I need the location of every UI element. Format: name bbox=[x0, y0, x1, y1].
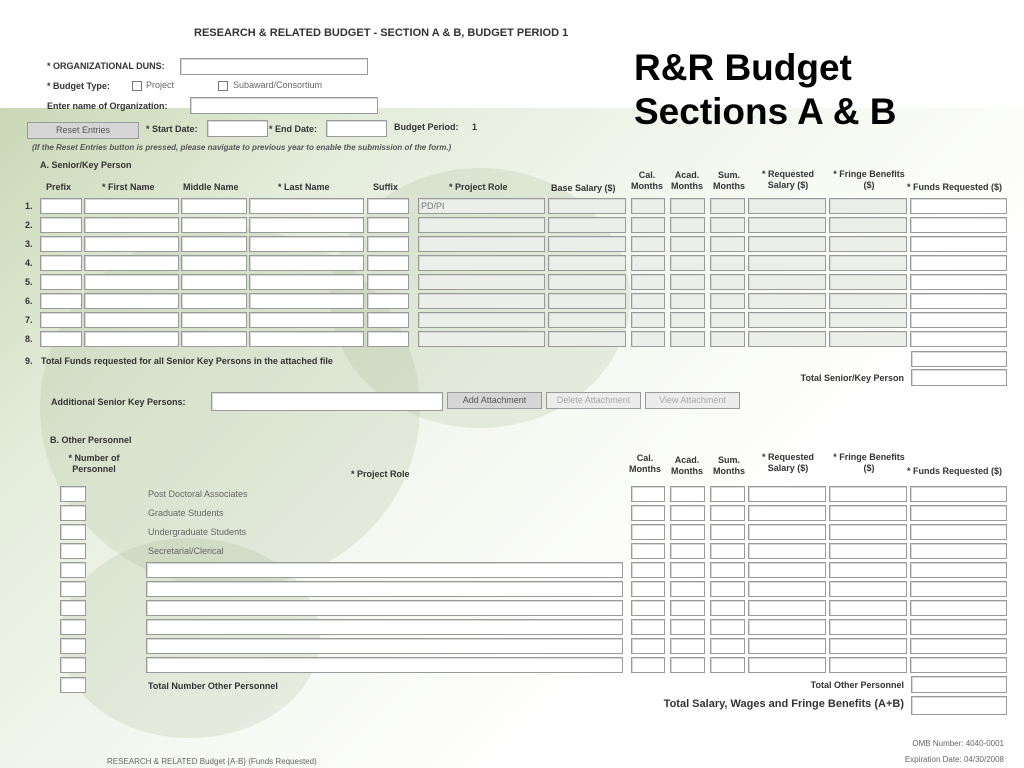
header-b-sum-months: Sum. Months bbox=[713, 455, 745, 476]
last-name-input[interactable] bbox=[249, 293, 364, 309]
base-salary-input[interactable] bbox=[548, 274, 626, 290]
sum-months-input[interactable] bbox=[710, 331, 745, 347]
requested-salary-input[interactable] bbox=[748, 274, 826, 290]
fringe-benefits-input[interactable] bbox=[829, 619, 907, 635]
personnel-count-input[interactable] bbox=[60, 600, 86, 616]
project-role-input[interactable] bbox=[418, 255, 545, 271]
row-number: 2. bbox=[25, 220, 33, 230]
acad-months-input[interactable] bbox=[670, 524, 705, 540]
personnel-role-label: Post Doctoral Associates bbox=[148, 489, 248, 499]
funds-requested-input[interactable] bbox=[910, 657, 1007, 673]
project-label: Project bbox=[146, 80, 175, 90]
requested-salary-input[interactable] bbox=[748, 657, 826, 673]
base-salary-input[interactable] bbox=[548, 198, 626, 214]
sum-months-input[interactable] bbox=[710, 255, 745, 271]
cal-months-input[interactable] bbox=[631, 505, 665, 521]
reset-entries-button[interactable]: Reset Entries bbox=[27, 122, 139, 139]
grand-total-input[interactable] bbox=[911, 696, 1007, 715]
personnel-count-input[interactable] bbox=[60, 543, 86, 559]
personnel-count-input[interactable] bbox=[60, 638, 86, 654]
prefix-input[interactable] bbox=[40, 293, 82, 309]
acad-months-input[interactable] bbox=[670, 274, 705, 290]
budget-period-value: 1 bbox=[472, 122, 478, 132]
header-acad-months: Acad. Months bbox=[671, 170, 703, 191]
prefix-input[interactable] bbox=[40, 255, 82, 271]
personnel-role-label: Graduate Students bbox=[148, 508, 224, 518]
middle-name-input[interactable] bbox=[181, 198, 247, 214]
header-b-acad-months: Acad. Months bbox=[671, 455, 703, 476]
total-attached-label: Total Funds requested for all Senior Key Persons in the attached file bbox=[41, 356, 333, 366]
personnel-count-input[interactable] bbox=[60, 581, 86, 597]
slide-title bbox=[634, 46, 896, 134]
header-funds-requested: * Funds Requested ($) bbox=[907, 182, 1003, 192]
acad-months-input[interactable] bbox=[670, 331, 705, 347]
requested-salary-input[interactable] bbox=[748, 198, 826, 214]
acad-months-input[interactable] bbox=[670, 638, 705, 654]
project-role-input[interactable] bbox=[418, 217, 545, 233]
personnel-role-label: Undergraduate Students bbox=[148, 527, 247, 537]
acad-months-input[interactable] bbox=[670, 600, 705, 616]
header-sum-months: Sum. Months bbox=[713, 170, 745, 191]
header-requested-salary: * Requested Salary ($) bbox=[761, 169, 814, 190]
suffix-input[interactable] bbox=[367, 312, 409, 328]
acad-months-input[interactable] bbox=[670, 217, 705, 233]
header-b-project-role: * Project Role bbox=[351, 469, 410, 479]
middle-name-input[interactable] bbox=[181, 217, 247, 233]
personnel-count-input[interactable] bbox=[60, 619, 86, 635]
personnel-role-input[interactable] bbox=[146, 638, 623, 654]
header-b-requested-salary: * Requested Salary ($) bbox=[761, 452, 814, 473]
fringe-benefits-input[interactable] bbox=[829, 505, 907, 521]
personnel-role-input[interactable] bbox=[146, 619, 623, 635]
cal-months-input[interactable] bbox=[631, 274, 665, 290]
cal-months-input[interactable] bbox=[631, 524, 665, 540]
fringe-benefits-input[interactable] bbox=[829, 255, 907, 271]
header-middle-name: Middle Name bbox=[183, 182, 239, 192]
acad-months-input[interactable] bbox=[670, 619, 705, 635]
requested-salary-input[interactable] bbox=[748, 638, 826, 654]
end-date-label: * End Date: bbox=[269, 124, 318, 134]
funds-requested-input[interactable] bbox=[910, 524, 1007, 540]
funds-requested-input[interactable] bbox=[910, 562, 1007, 578]
fringe-benefits-input[interactable] bbox=[829, 293, 907, 309]
form-title: RESEARCH & RELATED BUDGET - SECTION A & B, BUDGET PERIOD 1 bbox=[194, 27, 569, 39]
funds-requested-input[interactable] bbox=[910, 619, 1007, 635]
fringe-benefits-input[interactable] bbox=[829, 331, 907, 347]
middle-name-input[interactable] bbox=[181, 274, 247, 290]
row-number-9: 9. bbox=[25, 356, 33, 366]
acad-months-input[interactable] bbox=[670, 486, 705, 502]
requested-salary-input[interactable] bbox=[748, 331, 826, 347]
sum-months-input[interactable] bbox=[710, 505, 745, 521]
cal-months-input[interactable] bbox=[631, 236, 665, 252]
funds-requested-input[interactable] bbox=[910, 198, 1007, 214]
personnel-count-input[interactable] bbox=[60, 486, 86, 502]
cal-months-input[interactable] bbox=[631, 581, 665, 597]
fringe-benefits-input[interactable] bbox=[829, 312, 907, 328]
start-date-label: * Start Date: bbox=[146, 124, 198, 134]
total-senior-key-label: Total Senior/Key Person bbox=[800, 373, 904, 383]
header-b-cal-months: Cal. Months bbox=[629, 453, 661, 474]
duns-input[interactable] bbox=[180, 58, 368, 75]
requested-salary-input[interactable] bbox=[748, 293, 826, 309]
budget-type-label: * Budget Type: bbox=[47, 81, 110, 91]
sum-months-input[interactable] bbox=[710, 312, 745, 328]
personnel-role-label: Secretarial/Clerical bbox=[148, 546, 224, 556]
acad-months-input[interactable] bbox=[670, 505, 705, 521]
footer-expiration: Expiration Date: 04/30/2008 bbox=[904, 755, 1004, 764]
slide-title-line1: R&R Budget bbox=[634, 47, 852, 88]
additional-senior-input[interactable] bbox=[211, 392, 443, 411]
funds-requested-input[interactable] bbox=[910, 293, 1007, 309]
acad-months-input[interactable] bbox=[670, 543, 705, 559]
fringe-benefits-input[interactable] bbox=[829, 543, 907, 559]
personnel-role-input[interactable] bbox=[146, 600, 623, 616]
header-number-personnel: * Number of Personnel bbox=[68, 453, 120, 474]
row-number: 4. bbox=[25, 258, 33, 268]
header-last-name: * Last Name bbox=[278, 182, 330, 192]
acad-months-input[interactable] bbox=[670, 657, 705, 673]
middle-name-input[interactable] bbox=[181, 331, 247, 347]
project-role-input[interactable]: PD/PI bbox=[418, 198, 545, 214]
requested-salary-input[interactable] bbox=[748, 486, 826, 502]
prefix-input[interactable] bbox=[40, 198, 82, 214]
additional-senior-label: Additional Senior Key Persons: bbox=[51, 397, 186, 407]
cal-months-input[interactable] bbox=[631, 217, 665, 233]
org-name-input[interactable] bbox=[190, 97, 378, 114]
sum-months-input[interactable] bbox=[710, 217, 745, 233]
delete-attachment-button[interactable]: Delete Attachment bbox=[546, 392, 641, 409]
fringe-benefits-input[interactable] bbox=[829, 236, 907, 252]
acad-months-input[interactable] bbox=[670, 198, 705, 214]
subaward-checkbox[interactable] bbox=[218, 81, 228, 91]
funds-requested-input[interactable] bbox=[910, 581, 1007, 597]
requested-salary-input[interactable] bbox=[748, 255, 826, 271]
last-name-input[interactable] bbox=[249, 217, 364, 233]
base-salary-input[interactable] bbox=[548, 293, 626, 309]
funds-requested-input[interactable] bbox=[910, 312, 1007, 328]
suffix-input[interactable] bbox=[367, 217, 409, 233]
personnel-count-input[interactable] bbox=[60, 657, 86, 673]
prefix-input[interactable] bbox=[40, 236, 82, 252]
personnel-count-input[interactable] bbox=[60, 505, 86, 521]
base-salary-input[interactable] bbox=[548, 217, 626, 233]
total-attached-input[interactable] bbox=[911, 351, 1007, 367]
sum-months-input[interactable] bbox=[710, 236, 745, 252]
duns-label: * ORGANIZATIONAL DUNS: bbox=[47, 61, 165, 71]
personnel-count-input[interactable] bbox=[60, 562, 86, 578]
add-attachment-button[interactable]: Add Attachment bbox=[447, 392, 542, 409]
funds-requested-input[interactable] bbox=[910, 638, 1007, 654]
header-base-salary: Base Salary ($) bbox=[551, 183, 616, 193]
last-name-input[interactable] bbox=[249, 198, 364, 214]
cal-months-input[interactable] bbox=[631, 312, 665, 328]
sum-months-input[interactable] bbox=[710, 524, 745, 540]
section-b-title: B. Other Personnel bbox=[50, 435, 132, 445]
requested-salary-input[interactable] bbox=[748, 562, 826, 578]
funds-requested-input[interactable] bbox=[910, 217, 1007, 233]
cal-months-input[interactable] bbox=[631, 543, 665, 559]
funds-requested-input[interactable] bbox=[910, 600, 1007, 616]
prefix-input[interactable] bbox=[40, 312, 82, 328]
slide-title-line2: Sections A & B bbox=[634, 91, 897, 132]
sum-months-input[interactable] bbox=[710, 638, 745, 654]
cal-months-input[interactable] bbox=[631, 638, 665, 654]
fringe-benefits-input[interactable] bbox=[829, 524, 907, 540]
section-a-title: A. Senior/Key Person bbox=[40, 160, 132, 170]
last-name-input[interactable] bbox=[249, 255, 364, 271]
total-other-personnel-input[interactable] bbox=[911, 676, 1007, 693]
funds-requested-input[interactable] bbox=[910, 505, 1007, 521]
requested-salary-input[interactable] bbox=[748, 524, 826, 540]
first-name-input[interactable] bbox=[84, 198, 179, 214]
prefix-input[interactable] bbox=[40, 274, 82, 290]
last-name-input[interactable] bbox=[249, 236, 364, 252]
header-cal-months: Cal. Months bbox=[631, 170, 663, 191]
suffix-input[interactable] bbox=[367, 293, 409, 309]
middle-name-input[interactable] bbox=[181, 312, 247, 328]
footer-form-name: RESEARCH & RELATED Budget {A-B} (Funds Requested) bbox=[107, 757, 317, 766]
project-role-input[interactable] bbox=[418, 312, 545, 328]
fringe-benefits-input[interactable] bbox=[829, 486, 907, 502]
first-name-input[interactable] bbox=[84, 331, 179, 347]
header-b-funds-requested: * Funds Requested ($) bbox=[907, 466, 1003, 476]
sum-months-input[interactable] bbox=[710, 486, 745, 502]
base-salary-input[interactable] bbox=[548, 255, 626, 271]
base-salary-input[interactable] bbox=[548, 312, 626, 328]
project-role-input[interactable] bbox=[418, 331, 545, 347]
suffix-input[interactable] bbox=[367, 198, 409, 214]
cal-months-input[interactable] bbox=[631, 293, 665, 309]
fringe-benefits-input[interactable] bbox=[829, 217, 907, 233]
first-name-input[interactable] bbox=[84, 255, 179, 271]
acad-months-input[interactable] bbox=[670, 581, 705, 597]
sum-months-input[interactable] bbox=[710, 657, 745, 673]
middle-name-input[interactable] bbox=[181, 236, 247, 252]
sum-months-input[interactable] bbox=[710, 562, 745, 578]
last-name-input[interactable] bbox=[249, 274, 364, 290]
footer-omb: OMB Number: 4040-0001 bbox=[912, 739, 1004, 748]
suffix-input[interactable] bbox=[367, 274, 409, 290]
row-number: 5. bbox=[25, 277, 33, 287]
row-number: 1. bbox=[25, 201, 33, 211]
requested-salary-input[interactable] bbox=[748, 543, 826, 559]
sum-months-input[interactable] bbox=[710, 274, 745, 290]
fringe-benefits-input[interactable] bbox=[829, 638, 907, 654]
acad-months-input[interactable] bbox=[670, 255, 705, 271]
requested-salary-input[interactable] bbox=[748, 236, 826, 252]
first-name-input[interactable] bbox=[84, 293, 179, 309]
fringe-benefits-input[interactable] bbox=[829, 274, 907, 290]
sum-months-input[interactable] bbox=[710, 581, 745, 597]
requested-salary-input[interactable] bbox=[748, 505, 826, 521]
requested-salary-input[interactable] bbox=[748, 619, 826, 635]
sum-months-input[interactable] bbox=[710, 543, 745, 559]
header-first-name: * First Name bbox=[102, 182, 155, 192]
start-date-input[interactable] bbox=[207, 120, 268, 137]
base-salary-input[interactable] bbox=[548, 236, 626, 252]
project-role-input[interactable] bbox=[418, 236, 545, 252]
cal-months-input[interactable] bbox=[631, 486, 665, 502]
fringe-benefits-input[interactable] bbox=[829, 562, 907, 578]
cal-months-input[interactable] bbox=[631, 619, 665, 635]
requested-salary-input[interactable] bbox=[748, 217, 826, 233]
first-name-input[interactable] bbox=[84, 217, 179, 233]
sum-months-input[interactable] bbox=[710, 619, 745, 635]
sum-months-input[interactable] bbox=[710, 198, 745, 214]
personnel-role-input[interactable] bbox=[146, 581, 623, 597]
middle-name-input[interactable] bbox=[181, 255, 247, 271]
sum-months-input[interactable] bbox=[710, 293, 745, 309]
fringe-benefits-input[interactable] bbox=[829, 198, 907, 214]
acad-months-input[interactable] bbox=[670, 562, 705, 578]
header-project-role: * Project Role bbox=[449, 182, 508, 192]
first-name-input[interactable] bbox=[84, 274, 179, 290]
funds-requested-input[interactable] bbox=[910, 274, 1007, 290]
subaward-label: Subaward/Consortium bbox=[233, 80, 323, 90]
cal-months-input[interactable] bbox=[631, 331, 665, 347]
cal-months-input[interactable] bbox=[631, 657, 665, 673]
prefix-input[interactable] bbox=[40, 217, 82, 233]
row-number: 6. bbox=[25, 296, 33, 306]
row-number: 3. bbox=[25, 239, 33, 249]
personnel-count-input[interactable] bbox=[60, 524, 86, 540]
end-date-input[interactable] bbox=[326, 120, 387, 137]
view-attachment-button[interactable]: View Attachment bbox=[645, 392, 740, 409]
last-name-input[interactable] bbox=[249, 312, 364, 328]
fringe-benefits-input[interactable] bbox=[829, 657, 907, 673]
funds-requested-input[interactable] bbox=[910, 486, 1007, 502]
total-number-other-label: Total Number Other Personnel bbox=[148, 681, 278, 691]
first-name-input[interactable] bbox=[84, 236, 179, 252]
fringe-benefits-input[interactable] bbox=[829, 600, 907, 616]
funds-requested-input[interactable] bbox=[910, 543, 1007, 559]
middle-name-input[interactable] bbox=[181, 293, 247, 309]
reset-note: (If the Reset Entries button is pressed, please navigate to previous year to enable the submission of the form.) bbox=[32, 143, 452, 152]
first-name-input[interactable] bbox=[84, 312, 179, 328]
acad-months-input[interactable] bbox=[670, 236, 705, 252]
prefix-input[interactable] bbox=[40, 331, 82, 347]
suffix-input[interactable] bbox=[367, 236, 409, 252]
requested-salary-input[interactable] bbox=[748, 581, 826, 597]
fringe-benefits-input[interactable] bbox=[829, 581, 907, 597]
total-senior-key-input[interactable] bbox=[911, 369, 1007, 386]
requested-salary-input[interactable] bbox=[748, 312, 826, 328]
header-fringe-benefits: * Fringe Benefits ($) bbox=[833, 169, 905, 190]
cal-months-input[interactable] bbox=[631, 600, 665, 616]
project-checkbox[interactable] bbox=[132, 81, 142, 91]
acad-months-input[interactable] bbox=[670, 293, 705, 309]
row-number: 7. bbox=[25, 315, 33, 325]
grand-total-label: Total Salary, Wages and Fringe Benefits (A+B) bbox=[663, 698, 904, 710]
sum-months-input[interactable] bbox=[710, 600, 745, 616]
requested-salary-input[interactable] bbox=[748, 600, 826, 616]
funds-requested-input[interactable] bbox=[910, 331, 1007, 347]
personnel-role-input[interactable] bbox=[146, 657, 623, 673]
total-number-other-input[interactable] bbox=[60, 677, 86, 693]
suffix-input[interactable] bbox=[367, 255, 409, 271]
funds-requested-input[interactable] bbox=[910, 255, 1007, 271]
cal-months-input[interactable] bbox=[631, 562, 665, 578]
header-b-fringe-benefits: * Fringe Benefits ($) bbox=[833, 452, 905, 473]
org-name-label: Enter name of Organization: bbox=[47, 101, 168, 111]
budget-period-label: Budget Period: bbox=[394, 122, 459, 132]
header-suffix: Suffix bbox=[373, 182, 399, 192]
total-other-personnel-label: Total Other Personnel bbox=[810, 680, 904, 690]
last-name-input[interactable] bbox=[249, 331, 364, 347]
cal-months-input[interactable] bbox=[631, 198, 665, 214]
funds-requested-input[interactable] bbox=[910, 236, 1007, 252]
base-salary-input[interactable] bbox=[548, 331, 626, 347]
row-number: 8. bbox=[25, 334, 33, 344]
cal-months-input[interactable] bbox=[631, 255, 665, 271]
suffix-input[interactable] bbox=[367, 331, 409, 347]
personnel-role-input[interactable] bbox=[146, 562, 623, 578]
acad-months-input[interactable] bbox=[670, 312, 705, 328]
project-role-input[interactable] bbox=[418, 274, 545, 290]
header-prefix: Prefix bbox=[46, 182, 72, 192]
project-role-input[interactable] bbox=[418, 293, 545, 309]
